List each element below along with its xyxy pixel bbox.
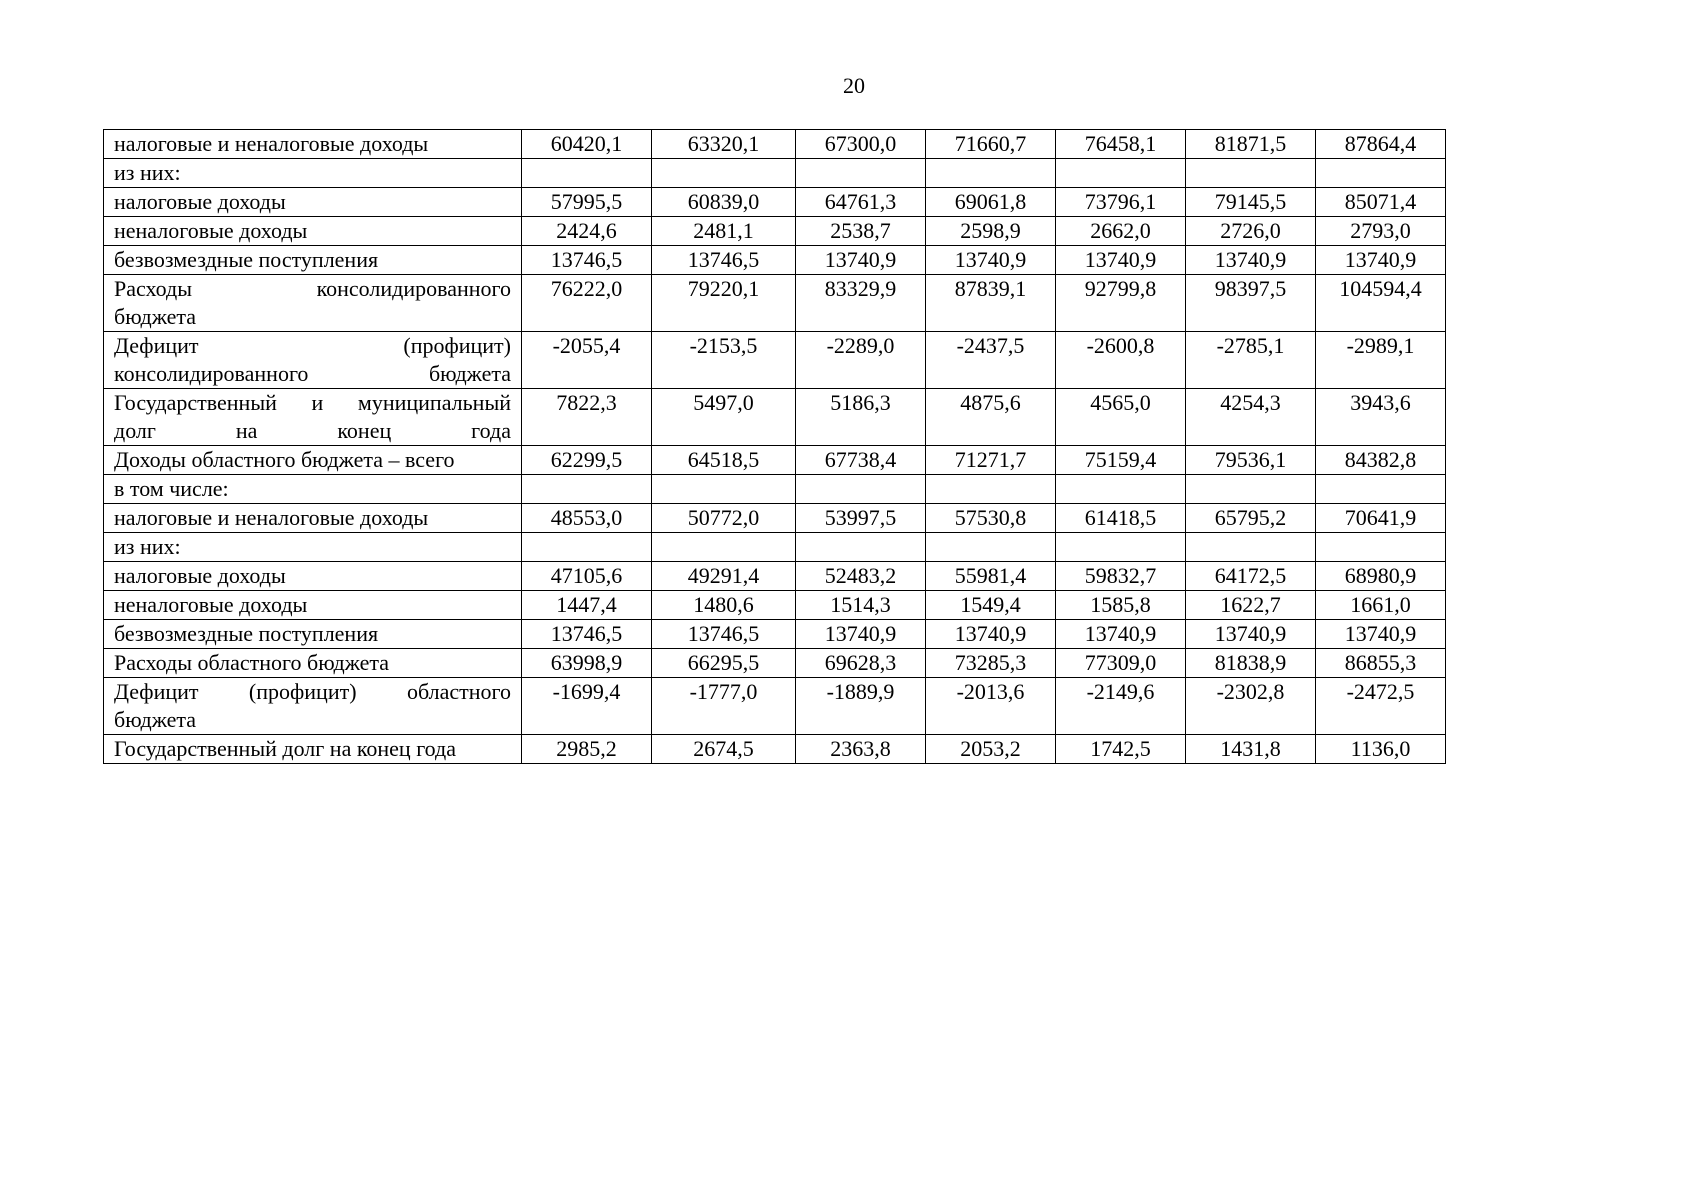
value-cell: 13740,9 (1186, 620, 1316, 649)
value-cell: 63320,1 (652, 130, 796, 159)
value-cell (522, 533, 652, 562)
value-cell: 3943,6 (1316, 389, 1446, 446)
value-cell: 1661,0 (1316, 591, 1446, 620)
value-cell: 4254,3 (1186, 389, 1316, 446)
value-cell: 1622,7 (1186, 591, 1316, 620)
row-label (104, 275, 522, 332)
value-cell: 81838,9 (1186, 649, 1316, 678)
value-cell: 57530,8 (926, 504, 1056, 533)
value-cell: -2302,8 (1186, 678, 1316, 735)
value-cell (522, 475, 652, 504)
value-cell: 73285,3 (926, 649, 1056, 678)
value-cell (652, 475, 796, 504)
value-cell: 4875,6 (926, 389, 1056, 446)
value-cell: 4565,0 (1056, 389, 1186, 446)
value-cell: 13740,9 (796, 246, 926, 275)
value-cell: -1889,9 (796, 678, 926, 735)
table-row (104, 389, 1446, 446)
value-cell (1056, 475, 1186, 504)
row-label-line: долг на конец года (114, 418, 511, 443)
value-cell: 13740,9 (1316, 246, 1446, 275)
value-cell (1186, 159, 1316, 188)
value-cell: 2481,1 (652, 217, 796, 246)
table-row (104, 533, 1446, 562)
value-cell: 79536,1 (1186, 446, 1316, 475)
value-cell: 76222,0 (522, 275, 652, 332)
value-cell: 7822,3 (522, 389, 652, 446)
value-cell (1316, 475, 1446, 504)
value-cell: 2363,8 (796, 735, 926, 764)
row-label-line: бюджета (114, 707, 197, 732)
table-row (104, 649, 1446, 678)
row-label-line: Государственный и муниципальный (114, 390, 511, 415)
value-cell: 1136,0 (1316, 735, 1446, 764)
value-cell: 57995,5 (522, 188, 652, 217)
row-label (104, 533, 522, 562)
table-row (104, 275, 1446, 332)
value-cell (926, 475, 1056, 504)
value-cell: 86855,3 (1316, 649, 1446, 678)
value-cell: 50772,0 (652, 504, 796, 533)
value-cell: 71271,7 (926, 446, 1056, 475)
value-cell (1316, 533, 1446, 562)
value-cell: 52483,2 (796, 562, 926, 591)
table-row (104, 591, 1446, 620)
value-cell: 66295,5 (652, 649, 796, 678)
row-label (104, 159, 522, 188)
value-cell: 13740,9 (1186, 246, 1316, 275)
row-label-line: налоговые доходы (114, 563, 286, 588)
row-label (104, 735, 522, 764)
row-label (104, 678, 522, 735)
table-row (104, 246, 1446, 275)
value-cell: 81871,5 (1186, 130, 1316, 159)
row-label-line: из них: (114, 534, 181, 559)
row-label-line: Доходы областного бюджета – всего (114, 447, 455, 472)
value-cell: 13740,9 (1056, 620, 1186, 649)
value-cell: 1585,8 (1056, 591, 1186, 620)
value-cell: 2726,0 (1186, 217, 1316, 246)
value-cell: -1699,4 (522, 678, 652, 735)
value-cell (926, 533, 1056, 562)
row-label (104, 332, 522, 389)
row-label-line: из них: (114, 160, 181, 185)
value-cell: 98397,5 (1186, 275, 1316, 332)
value-cell: 2674,5 (652, 735, 796, 764)
value-cell: 73796,1 (1056, 188, 1186, 217)
value-cell (1186, 533, 1316, 562)
value-cell: 5186,3 (796, 389, 926, 446)
value-cell: 2538,7 (796, 217, 926, 246)
value-cell: 13740,9 (1056, 246, 1186, 275)
value-cell: 53997,5 (796, 504, 926, 533)
value-cell (1186, 475, 1316, 504)
value-cell (796, 533, 926, 562)
value-cell: 13740,9 (1316, 620, 1446, 649)
row-label (104, 246, 522, 275)
value-cell: 13740,9 (926, 620, 1056, 649)
row-label-line: в том числе: (114, 476, 229, 501)
value-cell: 64172,5 (1186, 562, 1316, 591)
table-row (104, 678, 1446, 735)
value-cell (652, 533, 796, 562)
row-label-line: консолидированного бюджета (114, 361, 511, 386)
value-cell: 1480,6 (652, 591, 796, 620)
value-cell: 79145,5 (1186, 188, 1316, 217)
row-label (104, 649, 522, 678)
table-row (104, 446, 1446, 475)
value-cell: 70641,9 (1316, 504, 1446, 533)
value-cell: 87839,1 (926, 275, 1056, 332)
value-cell: 1514,3 (796, 591, 926, 620)
value-cell: -2055,4 (522, 332, 652, 389)
value-cell: 1742,5 (1056, 735, 1186, 764)
value-cell: 60839,0 (652, 188, 796, 217)
row-label (104, 562, 522, 591)
value-cell: 67738,4 (796, 446, 926, 475)
value-cell: 2598,9 (926, 217, 1056, 246)
value-cell: -2149,6 (1056, 678, 1186, 735)
value-cell: -2600,8 (1056, 332, 1186, 389)
value-cell: 71660,7 (926, 130, 1056, 159)
value-cell: 69061,8 (926, 188, 1056, 217)
value-cell: -1777,0 (652, 678, 796, 735)
value-cell: 13740,9 (926, 246, 1056, 275)
value-cell: 47105,6 (522, 562, 652, 591)
row-label (104, 446, 522, 475)
value-cell: 48553,0 (522, 504, 652, 533)
value-cell: 60420,1 (522, 130, 652, 159)
row-label (104, 475, 522, 504)
value-cell: 2662,0 (1056, 217, 1186, 246)
value-cell: -2153,5 (652, 332, 796, 389)
value-cell: 2053,2 (926, 735, 1056, 764)
value-cell: -2437,5 (926, 332, 1056, 389)
value-cell: 2793,0 (1316, 217, 1446, 246)
row-label (104, 217, 522, 246)
value-cell: 76458,1 (1056, 130, 1186, 159)
row-label-line: Расходы консолидированного (114, 276, 511, 301)
row-label-line: Дефицит (профицит) (114, 333, 511, 358)
table-row (104, 562, 1446, 591)
value-cell: 13746,5 (652, 246, 796, 275)
value-cell: 104594,4 (1316, 275, 1446, 332)
value-cell: 1447,4 (522, 591, 652, 620)
value-cell: 13746,5 (652, 620, 796, 649)
table-row (104, 159, 1446, 188)
value-cell: 87864,4 (1316, 130, 1446, 159)
budget-table (103, 129, 1446, 764)
value-cell: 92799,8 (1056, 275, 1186, 332)
value-cell (926, 159, 1056, 188)
value-cell: 1549,4 (926, 591, 1056, 620)
row-label-line: налоговые и неналоговые доходы (114, 131, 429, 156)
value-cell: -2013,6 (926, 678, 1056, 735)
row-label-line: неналоговые доходы (114, 592, 308, 617)
value-cell: 49291,4 (652, 562, 796, 591)
value-cell: -2289,0 (796, 332, 926, 389)
row-label-line: безвозмездные поступления (114, 247, 379, 272)
value-cell: 2985,2 (522, 735, 652, 764)
table-row (104, 332, 1446, 389)
page-number: 20 (843, 73, 865, 98)
value-cell: 64761,3 (796, 188, 926, 217)
value-cell: 63998,9 (522, 649, 652, 678)
row-label (104, 504, 522, 533)
table-row (104, 188, 1446, 217)
value-cell: 13740,9 (796, 620, 926, 649)
value-cell (1056, 159, 1186, 188)
value-cell (796, 475, 926, 504)
row-label-line: бюджета (114, 304, 197, 329)
row-label-line: Дефицит (профицит) областного (114, 679, 511, 704)
table-row (104, 475, 1446, 504)
value-cell: 83329,9 (796, 275, 926, 332)
row-label-line: Расходы областного бюджета (114, 650, 390, 675)
value-cell (652, 159, 796, 188)
row-label-line: неналоговые доходы (114, 218, 308, 243)
row-label-line: Государственный долг на конец года (114, 736, 457, 761)
value-cell: 84382,8 (1316, 446, 1446, 475)
value-cell (522, 159, 652, 188)
table-row (104, 217, 1446, 246)
value-cell (1316, 159, 1446, 188)
row-label (104, 591, 522, 620)
table-row (104, 735, 1446, 764)
row-label (104, 389, 522, 446)
value-cell: 5497,0 (652, 389, 796, 446)
table-row (104, 504, 1446, 533)
value-cell: 2424,6 (522, 217, 652, 246)
value-cell: 79220,1 (652, 275, 796, 332)
value-cell: -2989,1 (1316, 332, 1446, 389)
value-cell: 13746,5 (522, 246, 652, 275)
value-cell: 55981,4 (926, 562, 1056, 591)
value-cell: 1431,8 (1186, 735, 1316, 764)
value-cell (1056, 533, 1186, 562)
value-cell: 68980,9 (1316, 562, 1446, 591)
row-label (104, 130, 522, 159)
row-label-line: налоговые и неналоговые доходы (114, 505, 429, 530)
row-label-line: налоговые доходы (114, 189, 286, 214)
value-cell: -2785,1 (1186, 332, 1316, 389)
value-cell: 64518,5 (652, 446, 796, 475)
row-label (104, 188, 522, 217)
value-cell: 77309,0 (1056, 649, 1186, 678)
table-row (104, 620, 1446, 649)
row-label (104, 620, 522, 649)
value-cell: 61418,5 (1056, 504, 1186, 533)
value-cell (796, 159, 926, 188)
value-cell: 59832,7 (1056, 562, 1186, 591)
value-cell: 75159,4 (1056, 446, 1186, 475)
value-cell: 65795,2 (1186, 504, 1316, 533)
value-cell: 69628,3 (796, 649, 926, 678)
table-row (104, 130, 1446, 159)
table-body (104, 130, 1446, 764)
row-label-line: безвозмездные поступления (114, 621, 379, 646)
value-cell: -2472,5 (1316, 678, 1446, 735)
value-cell: 62299,5 (522, 446, 652, 475)
value-cell: 13746,5 (522, 620, 652, 649)
value-cell: 67300,0 (796, 130, 926, 159)
value-cell: 85071,4 (1316, 188, 1446, 217)
